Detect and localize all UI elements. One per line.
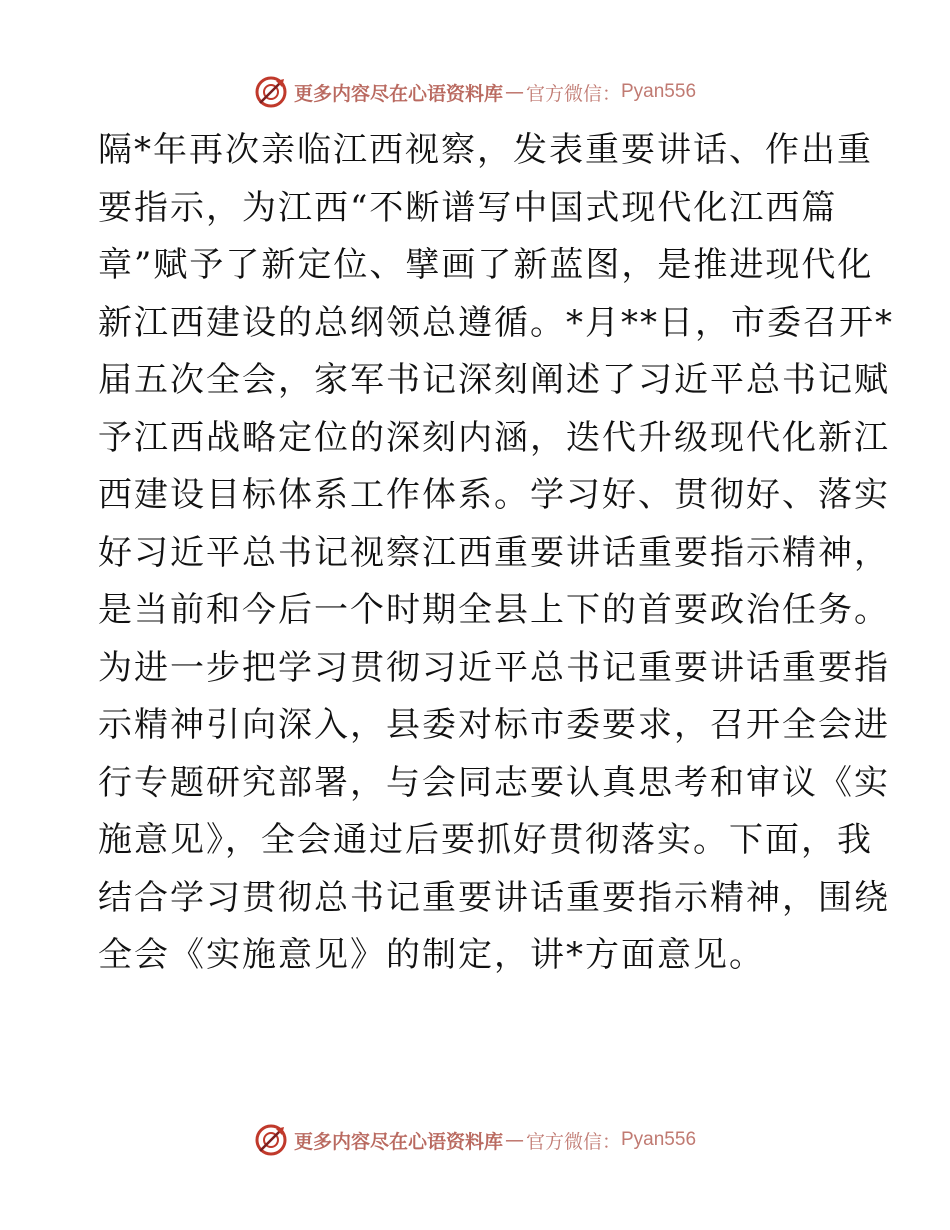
brand-logo-icon (254, 1123, 288, 1157)
body-line: 施意见》，全会通过后要抓好贯彻落实。下面，我 (98, 820, 873, 860)
body-line: 要指示，为江西“不断谱写中国式现代化江西篇 (98, 187, 838, 228)
watermark-label: 官方微信： (525, 1130, 621, 1153)
body-line: 结合学习贯彻总书记重要讲话重要指示精神，围绕 (98, 877, 890, 918)
body-line: 章”赋予了新定位、擘画了新蓝图，是推进现代化 (98, 245, 874, 285)
body-line: 为进一步把学习贯彻习近平总书记重要讲话重要指 (98, 647, 890, 688)
body-line: 示精神引向深入，县委对标市委要求，召开全会进 (98, 705, 890, 745)
watermark-brand: 更多内容尽在心语资料库 (293, 1130, 503, 1153)
body-line: 是当前和今后一个时期全县上下的首要政治任务。 (98, 590, 890, 630)
body-line: 行专题研究部署，与会同志要认真思考和审议《实 (98, 762, 890, 803)
body-line: 予江西战略定位的深刻内涵，迭代升级现代化新江 (98, 417, 890, 458)
watermark-brand: 更多内容尽在心语资料库 (293, 82, 503, 105)
document-body (98, 122, 894, 985)
watermark-label: 官方微信： (525, 82, 621, 105)
watermark-dash: — (504, 1129, 524, 1151)
header-watermark (0, 72, 950, 112)
brand-logo-icon (254, 75, 288, 109)
watermark-dash: — (504, 81, 524, 103)
watermark-wechat-id: Pyan556 (621, 1129, 697, 1150)
watermark-wechat-id: Pyan556 (621, 81, 697, 102)
body-line: 新江西建设的总纲领总遵循。*月**日，市委召开* (98, 302, 894, 343)
body-line: 届五次全会，家军书记深刻阐述了习近平总书记赋 (98, 360, 890, 400)
body-line: 隔*年再次亲临江西视察，发表重要讲话、作出重 (98, 130, 873, 170)
body-line: 全会《实施意见》的制定，讲*方面意见。 (98, 935, 765, 975)
body-line: 好习近平总书记视察江西重要讲话重要指示精神， (98, 532, 890, 573)
footer-watermark (0, 1120, 950, 1160)
body-line: 西建设目标体系工作体系。学习好、贯彻好、落实 (98, 475, 890, 515)
